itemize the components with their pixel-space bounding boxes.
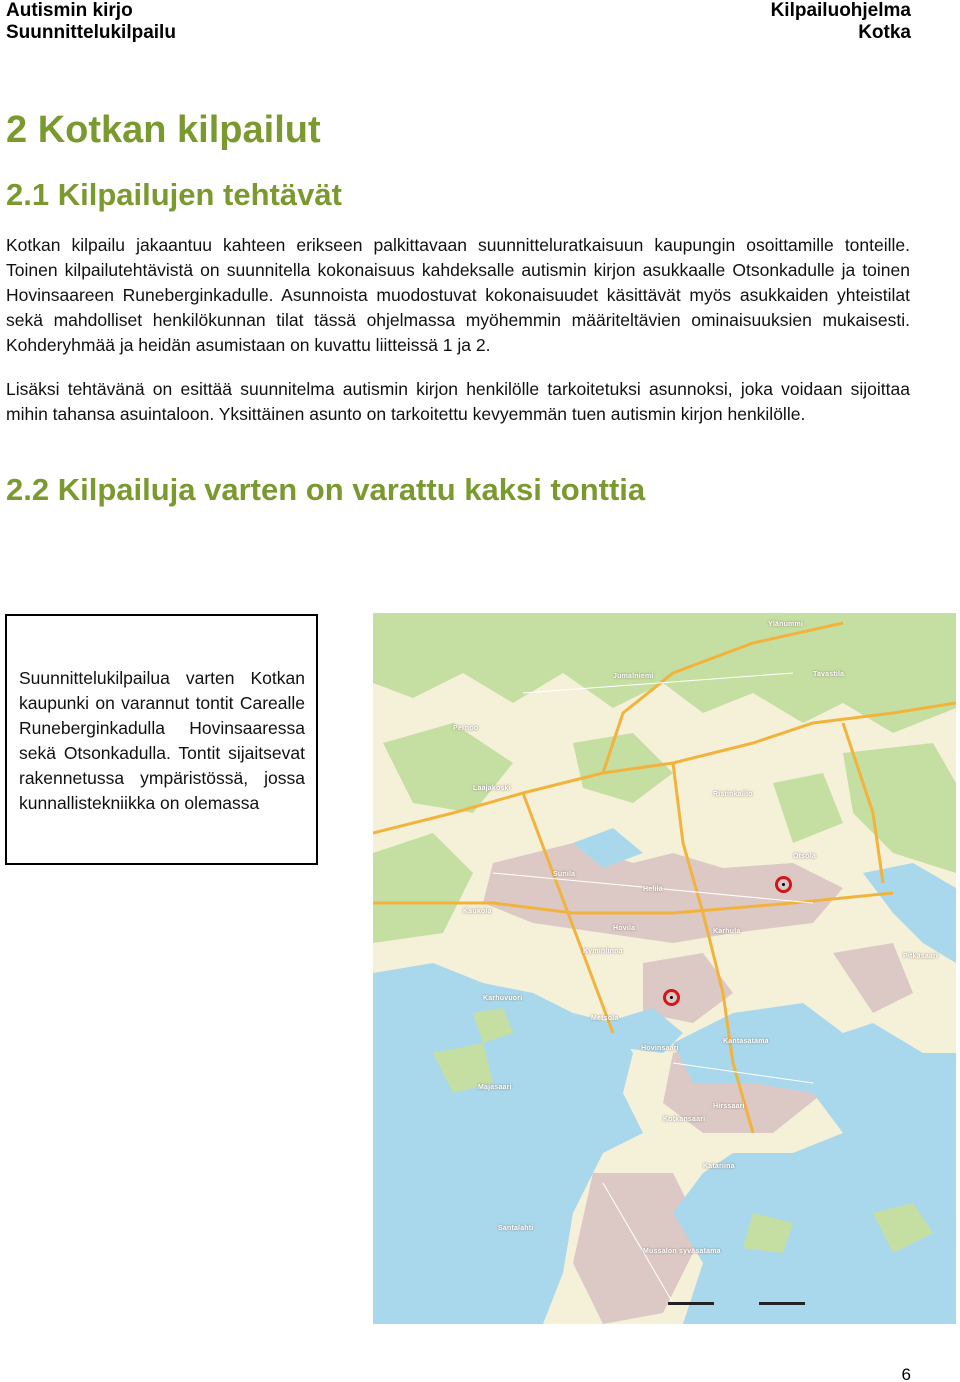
header-city: Kotka — [858, 22, 911, 43]
header-right — [771, 0, 911, 44]
map-label: Jumalniemi — [613, 673, 654, 680]
plot-marker-otsonkatu — [775, 876, 792, 893]
map-label: Kaukola — [463, 908, 492, 915]
section-title: 2 Kotkan kilpailut — [6, 109, 321, 151]
map-label: Tavastila — [813, 671, 845, 678]
paragraph-tasks: Kotkan kilpailu jakaantuu kahteen erikseen palkittavaan suunnitteluratkaisuun kaupungin osoittamille tonteille. Toinen kilpailutehtävistä on suunnitella kokonaisuus kahdeksalle autismin kirjon asukkaalle Otsonkadulle ja toinen Hovinsaareen Runeberginkadulle. Asunnoista muodostuvat kokonaisuudet käsittävät myös asukkaiden yhteistilat sekä mahdolliset henkilökunnan tilat tässä ohjelmassa myöhemmin määriteltävien ominaisuuksien mukaisesti. Kohderyhmää ja heidän asumistaan on kuvattu liitteissä 1 ja 2. — [6, 235, 910, 355]
header-left — [6, 0, 176, 44]
map-label: Pitkäsaari — [903, 953, 939, 960]
paragraph-single-apartment: Lisäksi tehtävänä on esittää suunnitelma autismin kirjon henkilölle tarkoitetuksi asunnoksi, joka voidaan sijoittaa mihin tahansa asuintaloon. Yksittäinen asunto on tarkoitettu kevyemmän tuen autismin kirjon henkilölle. — [6, 379, 910, 424]
map-label: Karhuvuori — [483, 995, 523, 1002]
map-label: Karhula — [713, 928, 741, 935]
map-label: Hirssaari — [713, 1103, 745, 1110]
map-label: Kyminlinna — [583, 948, 623, 955]
map-label: Mussalon syväsatama — [643, 1248, 721, 1255]
callout-text: Suunnittelukilpailua varten Kotkan kaupunki on varannut tontit Carealle Runeberginkadulla Hovinsaaressa sekä Otsonkadulla. Tontit sijaitsevat rakennetussa ympäristössä, jossa kunnallistekniikka on olemassa — [19, 668, 305, 813]
map-label: Kantasatama — [723, 1038, 769, 1045]
plot-marker-runeberginkatu — [663, 989, 680, 1006]
scale-bar — [668, 1302, 714, 1305]
scale-bar — [759, 1302, 805, 1305]
map-label: Hovinsaari — [641, 1045, 679, 1052]
map-label: Helilä — [643, 886, 663, 893]
map-label: Otsola — [793, 853, 816, 860]
header-title: Autismin kirjo — [6, 0, 133, 21]
map-label: Santalahti — [498, 1225, 534, 1232]
map-label: Metsola — [591, 1015, 619, 1022]
map-label: Laajakoski — [473, 785, 511, 792]
header-subtitle: Suunnittelukilpailu — [6, 22, 176, 43]
map-label: Ylänummi — [768, 621, 804, 628]
subsection-title-plots: 2.2 Kilpailuja varten on varattu kaksi tonttia — [6, 472, 646, 507]
header-doc-type: Kilpailuohjelma — [770, 0, 911, 21]
page-number: 6 — [901, 1365, 911, 1382]
callout-box — [5, 614, 318, 865]
map-label: Katariina — [703, 1163, 735, 1170]
map-label: Majasaari — [478, 1084, 512, 1091]
map-label: Hovila — [613, 925, 636, 932]
map-graphic — [373, 613, 956, 1324]
subsection-title-tasks: 2.1 Kilpailujen tehtävät — [6, 177, 342, 212]
map-label: Ristinkallio — [713, 791, 753, 798]
map-label: Sunila — [553, 871, 576, 878]
city-map — [373, 613, 956, 1324]
map-label: Pernoo — [453, 725, 479, 732]
map-label: Kotkansaari — [663, 1116, 706, 1123]
